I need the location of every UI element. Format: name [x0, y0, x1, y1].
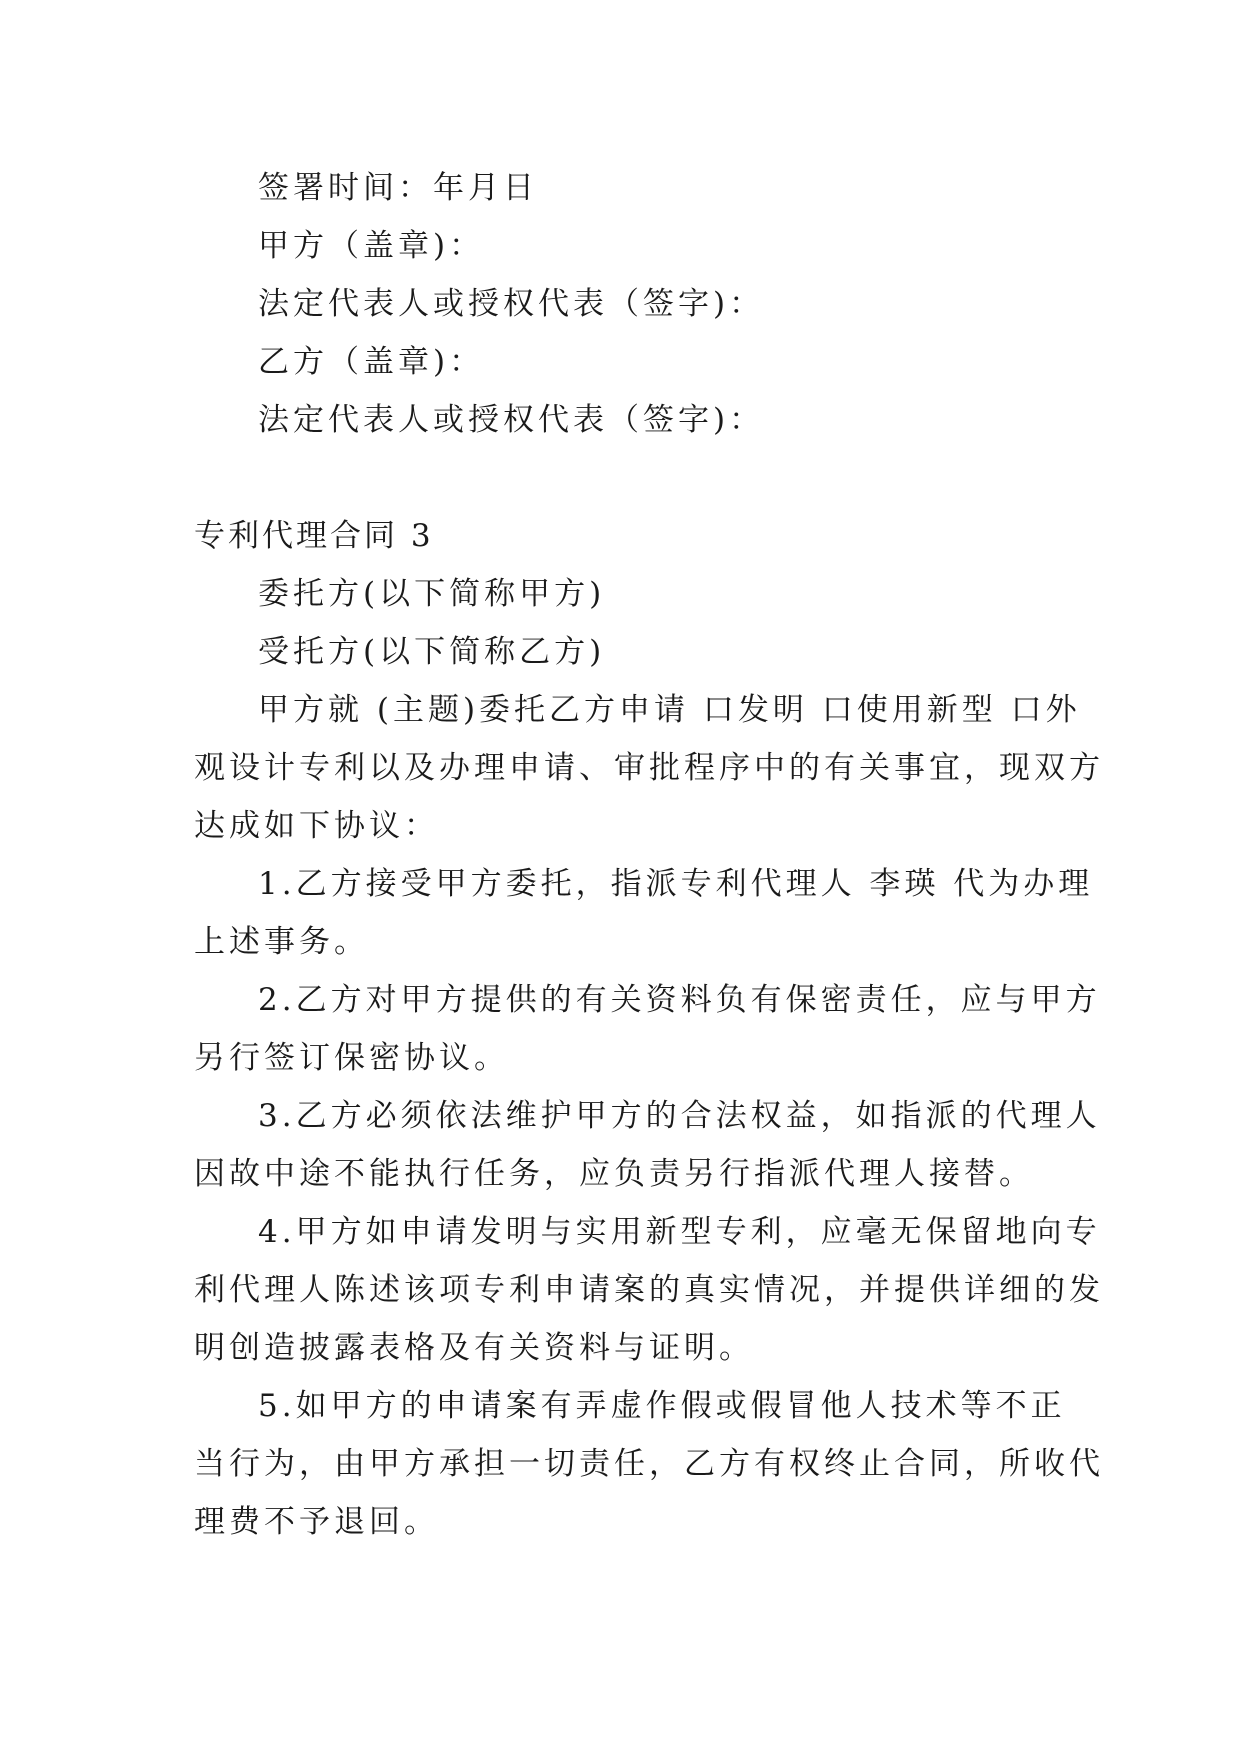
- party-a-seal-line: 甲方（盖章)：: [258, 228, 485, 264]
- clause-5-line: 5.如甲方的申请案有弄虚作假或假冒他人技术等不正: [258, 1388, 1066, 1424]
- principal-line: 委托方(以下简称甲方): [258, 576, 606, 612]
- party-b-representative-line: 法定代表人或授权代表（签字)：: [258, 402, 765, 438]
- agent-line: 受托方(以下简称乙方): [258, 634, 606, 670]
- clause-5-line: 当行为，由甲方承担一切责任，乙方有权终止合同，所收代: [194, 1446, 1104, 1482]
- clause-4-line: 利代理人陈述该项专利申请案的真实情况，并提供详细的发: [194, 1272, 1104, 1308]
- clause-2-line: 2.乙方对甲方提供的有关资料负有保密责任，应与甲方: [258, 982, 1101, 1018]
- clause-5-line: 理费不予退回。: [194, 1504, 439, 1540]
- clause-4-line: 明创造披露表格及有关资料与证明。: [194, 1330, 754, 1366]
- intro-paragraph-line: 达成如下协议：: [194, 808, 439, 844]
- intro-paragraph-line: 甲方就 (主题)委托乙方申请 口发明 口使用新型 口外: [258, 692, 1081, 728]
- clause-2-line: 另行签订保密协议。: [194, 1040, 509, 1076]
- intro-paragraph-line: 观设计专利以及办理申请、审批程序中的有关事宜，现双方: [194, 750, 1104, 786]
- contract-title: 专利代理合同 3: [194, 518, 434, 554]
- party-b-seal-line: 乙方（盖章)：: [258, 344, 485, 380]
- clause-3-line: 因故中途不能执行任务，应负责另行指派代理人接替。: [194, 1156, 1034, 1192]
- party-a-representative-line: 法定代表人或授权代表（签字)：: [258, 286, 765, 322]
- clause-3-line: 3.乙方必须依法维护甲方的合法权益，如指派的代理人: [258, 1098, 1101, 1134]
- clause-1-line: 1.乙方接受甲方委托，指派专利代理人 李瑛 代为办理: [258, 866, 1094, 902]
- clause-1-line: 上述事务。: [194, 924, 369, 960]
- clause-4-line: 4.甲方如申请发明与实用新型专利，应毫无保留地向专: [258, 1214, 1101, 1250]
- signing-date-line: 签署时间：年月日: [258, 170, 538, 206]
